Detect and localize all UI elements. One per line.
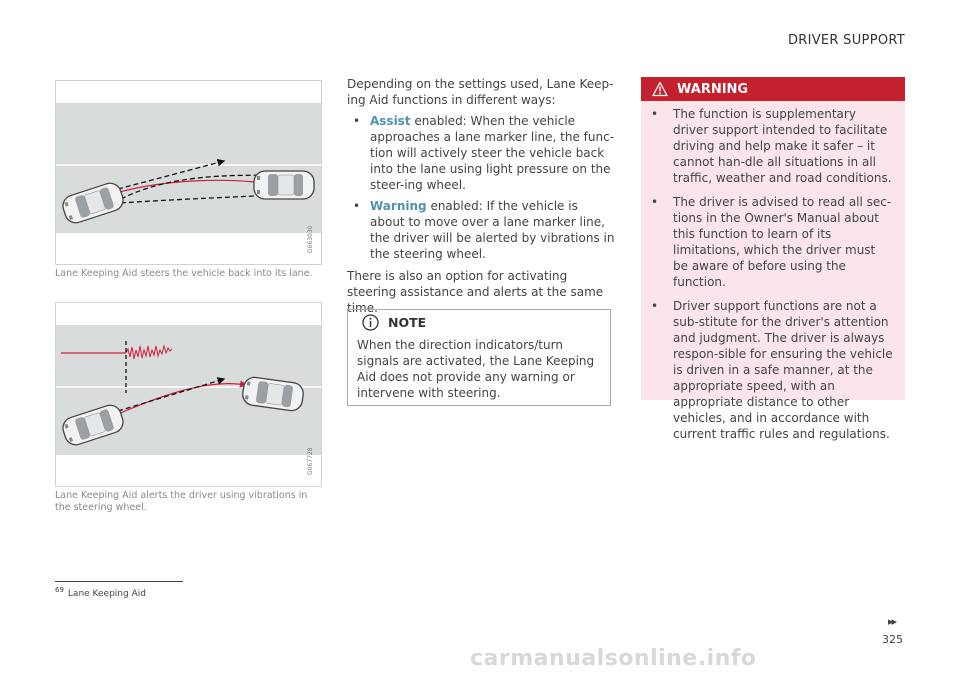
warning-title: WARNING <box>677 81 749 97</box>
list-item <box>347 198 615 262</box>
next-page-icon[interactable]: ▸▸ <box>888 615 896 628</box>
section-header: DRIVER SUPPORT <box>787 33 905 48</box>
note-text: When the direction indicators/turn signals are activated, the Lane Keeping Aid does not provide any warning or intervene with steering. <box>357 338 595 400</box>
mode-keyword: Assist <box>370 114 411 128</box>
warning-item-text: The driver is advised to read all sec-tions in the Owner's Manual about this function to learn of its limitations, which the driver must be aware of before using the function. <box>673 195 892 289</box>
list-item-text: enabled: When the vehicle approaches a lane marker line, the func-tion will actively steer the vehicle back into the lane using light pressure on the steer-ing wheel. <box>370 114 615 192</box>
bullet-dot: • <box>353 199 361 213</box>
bullet-dot: • <box>651 107 659 121</box>
bullet-dot: • <box>651 299 659 313</box>
warning-triangle-icon <box>652 81 668 97</box>
info-circle-icon <box>362 314 379 331</box>
warning-box <box>641 77 905 441</box>
footnote-number: 69 <box>55 586 64 594</box>
watermark: carmanualsonline.info <box>470 646 757 671</box>
figure-code: G063030 <box>307 225 314 253</box>
lane-vibration-illustration <box>56 303 321 486</box>
figure-lane-vibration <box>55 302 322 487</box>
footnote-divider <box>55 581 183 582</box>
note-box <box>347 309 611 406</box>
figure-code: G067728 <box>307 447 314 475</box>
figure-caption: Lane Keeping Aid steers the vehicle back into its lane. <box>55 268 313 279</box>
figure-lane-steer <box>55 80 322 265</box>
figure-caption: Lane Keeping Aid alerts the driver using vibrations in the steering wheel. <box>55 490 308 513</box>
footnote-text: Lane Keeping Aid <box>67 589 146 599</box>
list-item-text: enabled: If the vehicle is about to move over a lane marker line, the driver will be alerted by vibrations in the steering wheel. <box>370 199 615 261</box>
outro-paragraph: There is also an option for activating steering assistance and alerts at the same time. <box>347 269 604 315</box>
footnote <box>55 586 146 599</box>
main-text-column <box>347 76 615 316</box>
note-title: NOTE <box>388 315 427 330</box>
bullet-dot: • <box>651 195 659 209</box>
lane-steer-illustration <box>56 81 321 264</box>
list-item <box>651 194 893 290</box>
list-item <box>651 298 893 442</box>
mode-keyword: Warning <box>370 199 427 213</box>
warning-item-text: Driver support functions are not a sub-stitute for the driver's attention and judgment. The driver is always respon-sible for ensuring the vehicle is driven in a safe manner, at the appropriate speed, with an appropriate distance to other vehicles, and in accordance with current traffic rules and regulations. <box>673 299 893 441</box>
bullet-dot: • <box>353 114 361 128</box>
list-item <box>651 106 893 186</box>
page-number: 325 <box>882 633 903 646</box>
intro-paragraph: Depending on the settings used, Lane Keep-ing Aid functions in different ways: <box>347 77 614 107</box>
list-item <box>347 113 615 193</box>
warning-item-text: The function is supplementary driver support intended to facilitate driving and help make it safer – it cannot han-dle all situations in all traffic, weather and road conditions. <box>673 107 892 185</box>
